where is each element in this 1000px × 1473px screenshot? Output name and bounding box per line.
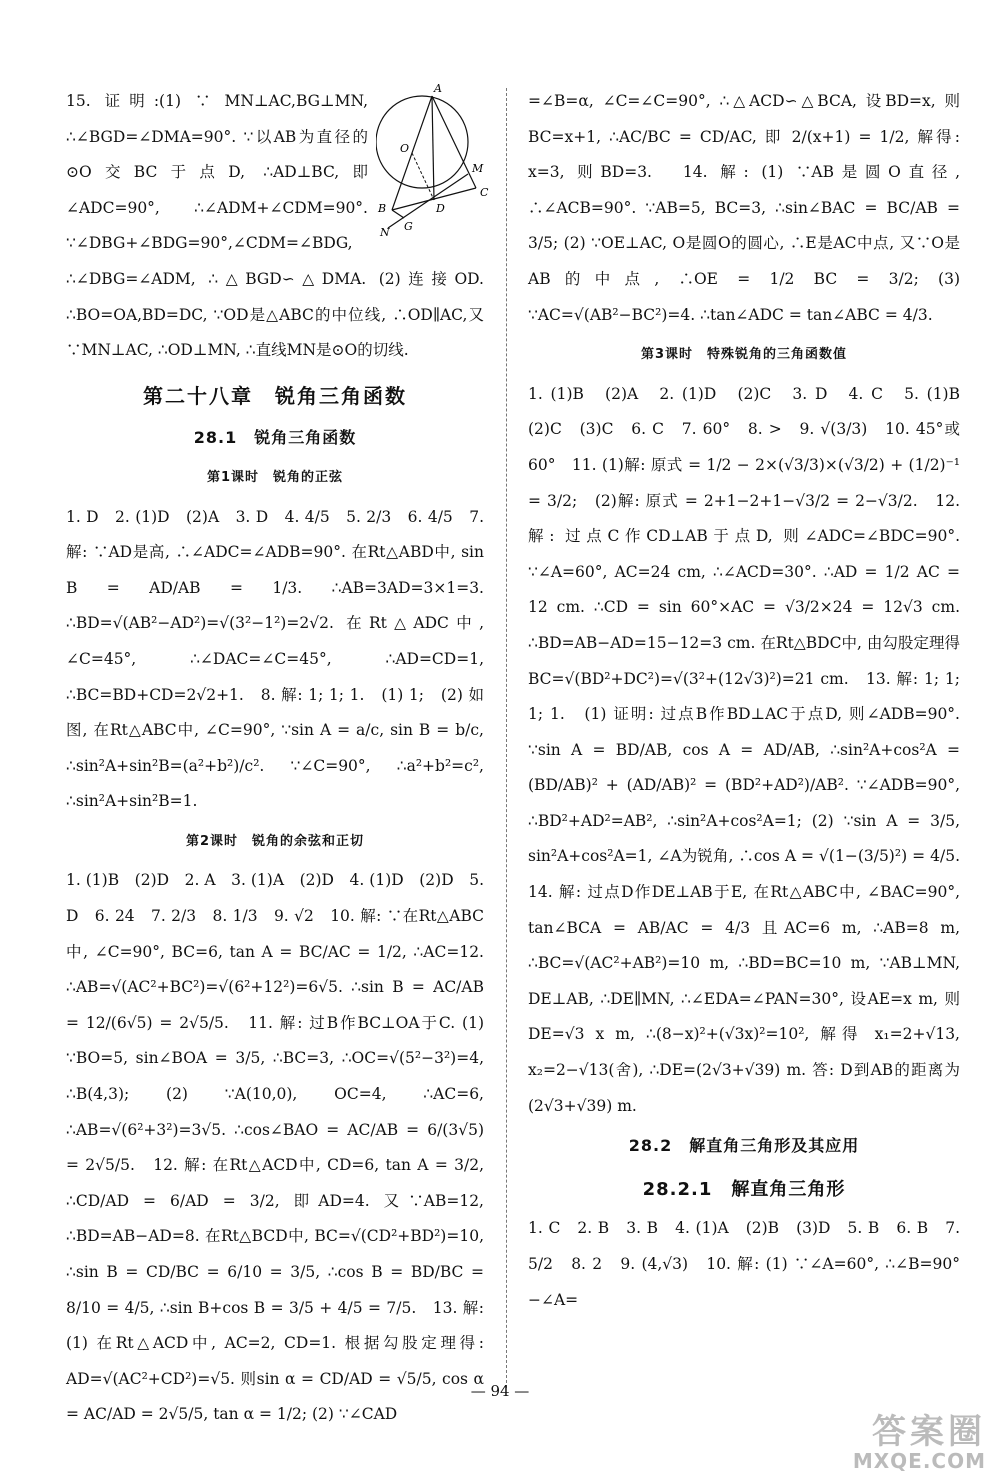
figure-label-d: D (436, 202, 445, 215)
left-column (66, 82, 489, 1433)
lesson-1-title: 第1课时 锐角的正弦 (206, 469, 344, 485)
watermark-logo-text: 答案圈 (872, 1412, 986, 1452)
figure-label-b: B (378, 202, 387, 215)
watermark (853, 1404, 986, 1473)
figure-label-m: M (472, 162, 484, 175)
figure-label-a: A (434, 82, 442, 95)
section-28-1-title: 28.1 锐角三角函数 (193, 428, 357, 448)
lesson-3-title: 第3课时 特殊锐角的三角函数值 (640, 347, 848, 363)
answer-continuation: =∠B=α, ∠C=∠C=90°, ∴△ACD∽△BCA, 设BD=x, 则BC=x+1, ∴AC/BC = CD/AC, 即 2/(x+1) = 1/2, 解得: x=3, 则BD=3. 14. 解: (1) ∵AB是圆O直径, ∴∠ACB=90°. ∵AB=5, BC=3, ∴sin∠BAC = BC/AB = 3/5; (2) ∵OE⊥AC, O是圆O的圆心, ∴E是AC中点, 又∵O是AB的中点, ∴OE = 1/2 BC = 3/2; (3) ∵AC=√(AB²−BC²)=4. ∴tan∠ADC = tan∠ABC = 4/3. (528, 92, 960, 324)
lesson-2-answers: 1. (1)B (2)D 2. A 3. (1)A (2)D 4. (1)D (2)D 5. D 6. 24 7. 2/3 8. 1/3 9. √2 10. 解: ∵在Rt△ABC中, ∠C=90°, BC=6, tan A = BC/AC = 1/2, ∴AC=12. ∴AB=√(AC²+BC²)=√(6²+12²)=6√5. ∴sin B = AC/AB = 12/(6√5) = 2√5/5. 11. 解: 过B作BC⊥OA于C. (1) ∵BO=5, sin∠BOA = 3/5, ∴BC=3, ∴OC=√(5²−3²)=4, ∴B(4,3); (2) ∵A(10,0), OC=4, ∴AC=6, ∴AB=√(6²+3²)=3√5. ∴cos∠BAO = AC/AB = 6/(3√5) = 2√5/5. 12. 解: 在Rt△ACD中, CD=6, tan A = 3/2, ∴CD/AD = 6/AD = 3/2, 即AD=4. 又∵AB=12, ∴BD=AB−AD=8. 在Rt△BCD中, BC=√(CD²+BD²)=10, ∴sin B = CD/BC = 6/10 = 3/5, ∴cos B = BD/BC = 8/10 = 4/5, ∴sin B+cos B = 3/5 + 4/5 = 7/5. 13. 解: (1) 在Rt△ACD中, AC=2, CD=1. 根据勾股定理得: AD=√(AC²+CD²)=√5. 则sin α = CD/AD = √5/5, cos α = AC/AD = 2√5/5, tan α = 1/2; (2) ∵∠CAD (66, 871, 484, 1424)
right-column (528, 84, 976, 1318)
section-28-2-title: 28.2 解直角三角形及其应用 (628, 1136, 860, 1156)
figure-label-g: G (404, 220, 413, 233)
figure-label-o: O (400, 142, 410, 155)
lesson-2-title: 第2课时 锐角的余弦和正切 (185, 833, 365, 849)
column-divider (506, 88, 507, 1388)
subsection-28-2-1-answers: 1. C 2. B 3. B 4. (1)A (2)B (3)D 5. B 6. B 7. 5/2 8. 2 9. (4,√3) 10. 解: (1) ∵∠A=60°, ∴∠B=90°−∠A= (528, 1219, 960, 1309)
figure-label-n: N (380, 226, 390, 238)
figure-circle-geometry (376, 78, 502, 238)
figure-label-c: C (480, 186, 489, 199)
lesson-1-answers: 1. D 2. (1)D (2)A 3. D 4. 4/5 5. 2/3 6. 4/5 7. 解: ∵AD是高, ∴∠ADC=∠ADB=90°. 在Rt△ABD中, sin B = AD/AB = 1/3. ∴AB=3AD=3×1=3. ∴BD=√(AB²−AD²)=√(3²−1²)=2√2. 在Rt△ADC中, ∠C=45°, ∴∠DAC=∠C=45°, ∴AD=CD=1, ∴BC=BD+CD=2√2+1. 8. 解: 1; 1; 1. (1) 1; (2) 如图, 在Rt△ABC中, ∠C=90°, ∵sin A = a/c, sin B = b/c, ∴sin²A+sin²B=(a²+b²)/c². ∵∠C=90°, ∴a²+b²=c², ∴sin²A+sin²B=1. (66, 507, 484, 811)
watermark-url: MXQE.COM (852, 1449, 986, 1473)
chapter-title: 第二十八章 锐角三角函数 (143, 383, 407, 408)
lesson-3-answers: 1. (1)B (2)A 2. (1)D (2)C 3. D 4. C 5. (1)B (2)C (3)C 6. C 7. 60° 8. > 9. √(3/3) 10. 45°或60° 11. (1)解: 原式 = 1/2 − 2×(√3/3)×(√3/2) + (1/2)⁻¹ = 3/2; (2)解: 原式 = 2+1−2+1−√3/2 = 2−√3/2. 12. 解: 过点C作CD⊥AB于点D, 则∠ADC=∠BDC=90°. ∵∠A=60°, AC=24 cm, ∴∠ACD=30°. ∴AD = 1/2 AC = 12 cm. ∴CD = sin 60°×AC = √3/2×24 = 12√3 cm. ∴BD=AB−AD=15−12=3 cm. 在Rt△BDC中, 由勾股定理得 BC=√(BD²+DC²)=√(3²+(12√3)²)=21 cm. 13. 解: 1; 1; 1; 1. (1) 证明: 过点B作BD⊥AC于点D, 则∠ADB=90°. ∵sin A = BD/AB, cos A = AD/AB, ∴sin²A+cos²A = (BD/AB)² + (AD/AB)² = (BD²+AD²)/AB². ∵∠ADB=90°, ∴BD²+AD²=AB², ∴sin²A+cos²A=1; (2) ∵sin A = 3/5, sin²A+cos²A=1, ∠A为锐角, ∴cos A = √(1−(3/5)²) = 4/5. 14. 解: 过点D作DE⊥AB于E, 在Rt△ABC中, ∠BAC=90°, tan∠BCA = AB/AC = 4/3 且AC=6 m, ∴AB=8 m, ∴BC=√(AC²+AB²)=10 m, ∴BD=BC=10 m, ∵AB⊥MN, DE⊥AB, ∴DE∥MN, ∴∠EDA=∠PAN=30°, 设AE=x m, 则DE=√3 x m, ∴(8−x)²+(√3x)²=10², 解得 x₁=2+√13, x₂=2−√13(舍), ∴DE=(2√3+√39) m. 答: D到AB的距离为(2√3+√39) m. (528, 384, 976, 1115)
page-number: — 94 — (470, 1382, 530, 1400)
subsection-28-2-1-title: 28.2.1 解直角三角形 (642, 1178, 846, 1200)
answer-q15: 15. 证明:(1) ∵ MN⊥AC,BG⊥MN, ∴∠BGD=∠DMA=90°. ∵以AB为直径的⊙O交BC于点D, ∴AD⊥BC,即∠ADC=90°, ∴∠ADM+∠CDM=90°. ∵∠DBG+∠BDG=90°,∠CDM=∠BDG, ∴∠DBG=∠ADM, ∴△BGD∽△DMA. (2)连接OD. ∴BO=OA,BD=DC, ∵OD是△ABC的中位线, ∴OD∥AC,又∵MN⊥AC, ∴OD⊥MN, ∴直线MN是⊙O的切线. (66, 92, 484, 360)
